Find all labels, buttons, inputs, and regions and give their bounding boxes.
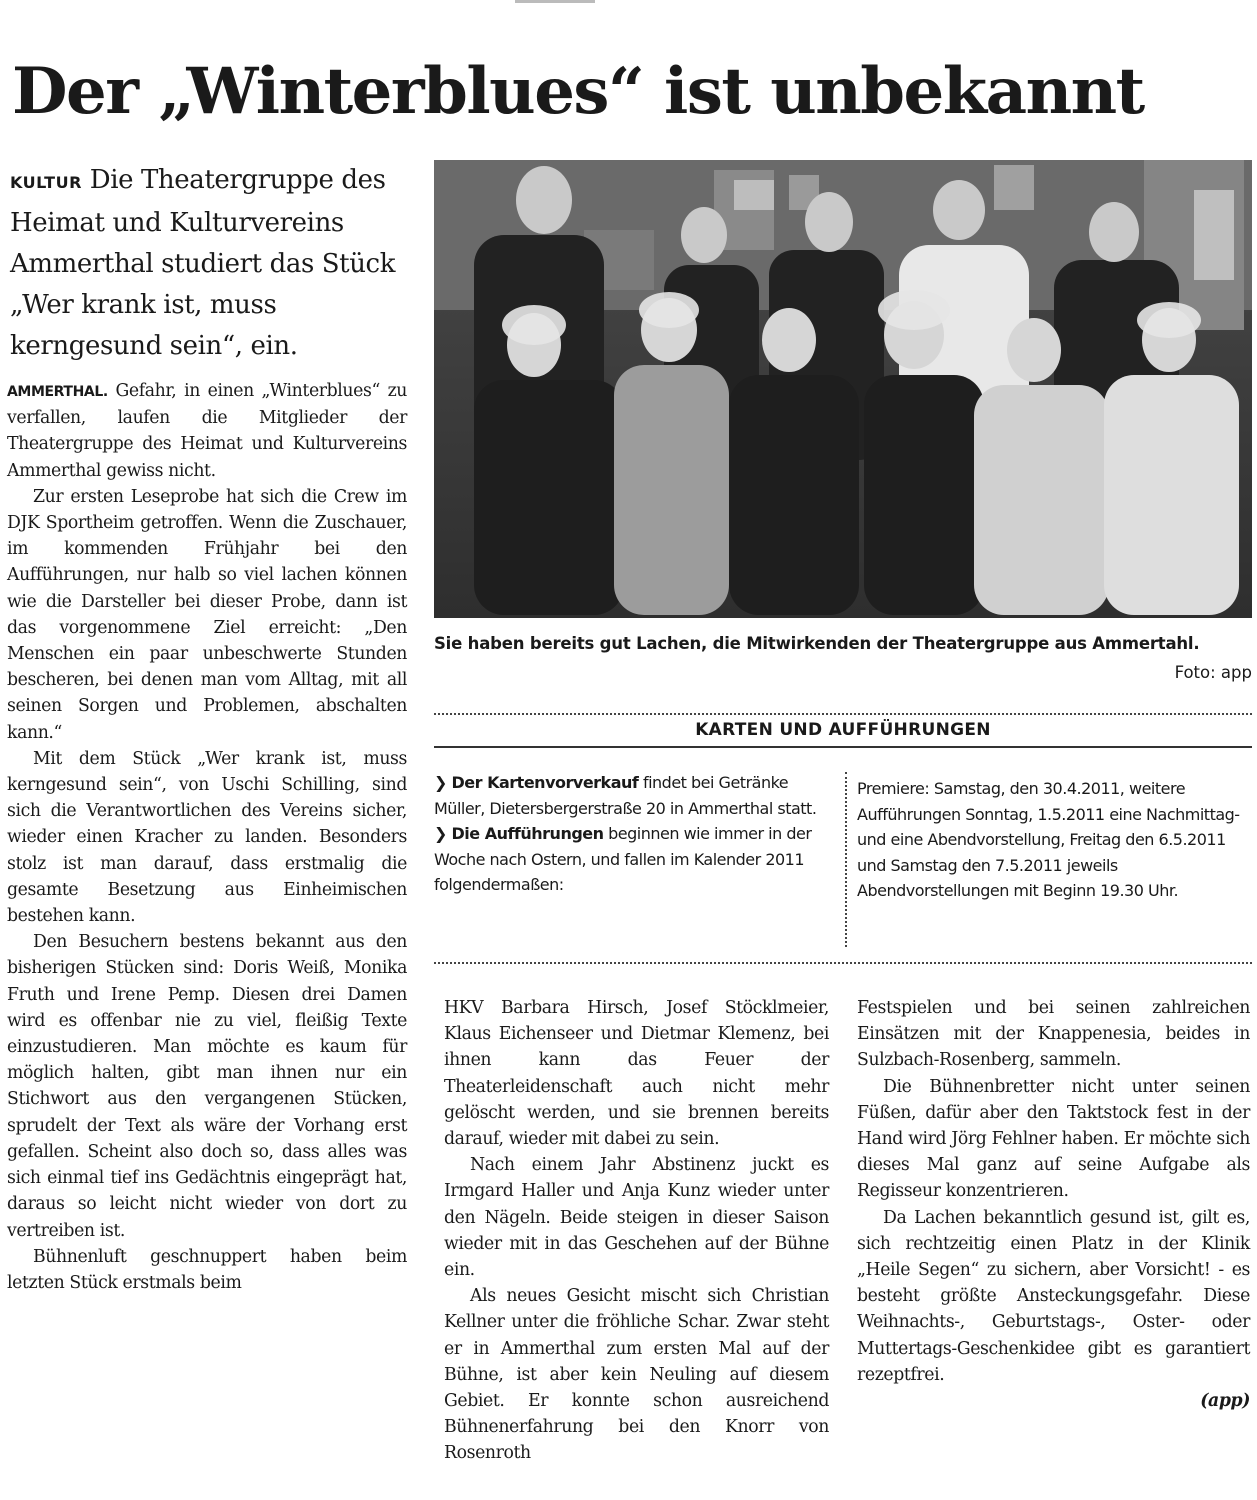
article-lead — [10, 160, 415, 367]
section-kicker: KULTUR — [10, 173, 82, 192]
body-paragraph: Mit dem Stück „Wer krank ist, muss kerngesund sein“, von Uschi Schilling, sind sich die Verantwortlichen des Vereins sicher, wieder einen Kracher zu landen. Besonders stolz ist man darauf, dass erstmalig die gesamte Besetzung aus Einheimischen bestehen kann. — [7, 748, 407, 927]
group-photo — [434, 160, 1252, 618]
body-paragraph — [7, 378, 407, 484]
body-paragraph: Bühnenluft geschnuppert haben beim letzten Stück erstmals beim — [7, 1246, 407, 1293]
body-column-2 — [444, 995, 829, 1467]
group-photo-image — [434, 160, 1252, 618]
infobox-left-column — [434, 770, 834, 898]
body-paragraph: Den Besuchern bestens bekannt aus den bisherigen Stücken sind: Doris Weiß, Monika Fruth und Irene Pemp. Diesen drei Damen wird es offenbar nie zu viel, fleißig Texte einzustudieren. Man möchte es kaum für möglich halten, gibt man ihnen nur ein Stichwort aus den vergangenen Stücken, sprudelt der Text als wäre der Vorhang erst gefallen. Scheint also doch so, dass alles was sich einmal tief ins Gedächtnis eingeprägt hat, daraus so leicht nicht wieder von dort zu vertreiben ist. — [7, 932, 407, 1241]
infobox-item — [434, 770, 834, 821]
infobox-divider — [845, 772, 847, 947]
body-paragraph: Zur ersten Leseprobe hat sich die Crew im DJK Sportheim getroffen. Wenn die Zuschauer, im kommenden Frühjahr bei den Aufführungen, nur halb so viel lachen können wie die Darsteller bei dieser Probe, dann ist das vorgenommene Ziel erreicht: „Den Menschen ein paar unbeschwerte Stunden bescheren, bei denen man vom Alltag, mit all seinen Sorgen und Problemen, abschalten kann.“ — [7, 486, 407, 743]
infobox-top-rule — [434, 713, 1252, 715]
body-paragraph: Festspielen und bei seinen zahlreichen Einsätzen mit der Knappenesia, beides in Sulzbach-Rosenberg, sammeln. — [857, 998, 1250, 1071]
infobox-item-lead: Der Kartenvorverkauf — [451, 773, 639, 792]
infobox-item-text: beginnen wie immer in der Woche nach Ostern, und fallen im Kalender 2011 folgendermaßen: — [434, 824, 812, 894]
body-paragraph: Da Lachen bekanntlich gesund ist, gilt es, sich rechtzeitig einen Platz in der Klinik „Heile Segen“ zu sichern, aber Vorsicht! - es besteht größte Ansteckungsgefahr. Diese Weihnachts-, Geburtstags-, Oster- oder Muttertags-Geschenkidee gibt es garantiert rezeptfrei. — [857, 1207, 1250, 1385]
dateline: AMMERTHAL. — [7, 384, 108, 400]
paragraph-text: Gefahr, in einen „Winterblues“ zu verfallen, laufen die Mitglieder der Theatergruppe des Heimat und Kulturvereins Ammerthal gewiss nicht. — [7, 381, 408, 481]
infobox-bottom-rule — [434, 962, 1252, 964]
infobox-item — [434, 821, 834, 898]
chevron-right-icon: ❯ — [434, 824, 447, 843]
page-top-mark — [515, 0, 595, 3]
infobox-title: KARTEN UND AUFFÜHRUNGEN — [695, 720, 991, 740]
body-paragraph: Nach einem Jahr Abstinenz juckt es Irmgard Haller und Anja Kunz wieder unter den Nägeln. Beide steigen in dieser Saison wieder mit in das Geschehen auf der Bühne ein. — [444, 1155, 829, 1281]
infobox-item-text: findet bei Getränke Müller, Dietersbergerstraße 20 in Ammerthal statt. — [434, 773, 817, 818]
body-paragraph: Die Bühnenbretter nicht unter seinen Füßen, dafür aber den Taktstock fest in der Hand wird Jörg Fehlner haben. Er möchte sich dieses Mal ganz auf seine Aufgabe als Regisseur konzentrieren. — [857, 1076, 1250, 1202]
photo-caption: Sie haben bereits gut Lachen, die Mitwirkenden der Theatergruppe aus Ammertahl. — [434, 634, 1200, 653]
chevron-right-icon: ❯ — [434, 773, 447, 792]
photo-credit: Foto: app — [1174, 663, 1252, 682]
infobox-item-lead: Die Aufführungen — [451, 824, 604, 843]
lead-text: Die Theatergruppe des Heimat und Kulturvereins Ammerthal studiert das Stück „Wer krank ist, muss kerngesund sein“, ein. — [10, 165, 396, 361]
body-paragraph: HKV Barbara Hirsch, Josef Stöcklmeier, Klaus Eichenseer und Dietmar Klemenz, bei ihnen kann das Feuer der Theaterleidenschaft auch nicht mehr gelöscht werden, und sie brennen bereits darauf, wieder mit dabei zu sein. — [444, 998, 829, 1150]
infobox-right-column — [857, 776, 1250, 904]
body-column-3 — [857, 995, 1250, 1414]
author-signoff: (app) — [1200, 1391, 1250, 1412]
infobox-dates: Premiere: Samstag, den 30.4.2011, weitere Aufführungen Sonntag, 1.5.2011 eine Nachmittag- und eine Abendvorstellung, Freitag den 6.5.2011 und Samstag den 7.5.2011 jeweils Abendvorstellungen mit Beginn 19.30 Uhr. — [857, 779, 1240, 900]
body-column-1 — [7, 378, 407, 1296]
infobox-title-rule — [434, 746, 1252, 748]
article-headline: Der „Winterblues“ ist unbekannt — [12, 54, 1144, 129]
body-paragraph: Als neues Gesicht mischt sich Christian Kellner unter die fröhliche Schar. Zwar steht er in Ammerthal zum ersten Mal auf der Bühne, ist aber kein Neuling auf diesem Gebiet. Er konnte schon ausreichend Bühnenerfahrung bei den Knorr von Rosenroth — [444, 1286, 829, 1464]
